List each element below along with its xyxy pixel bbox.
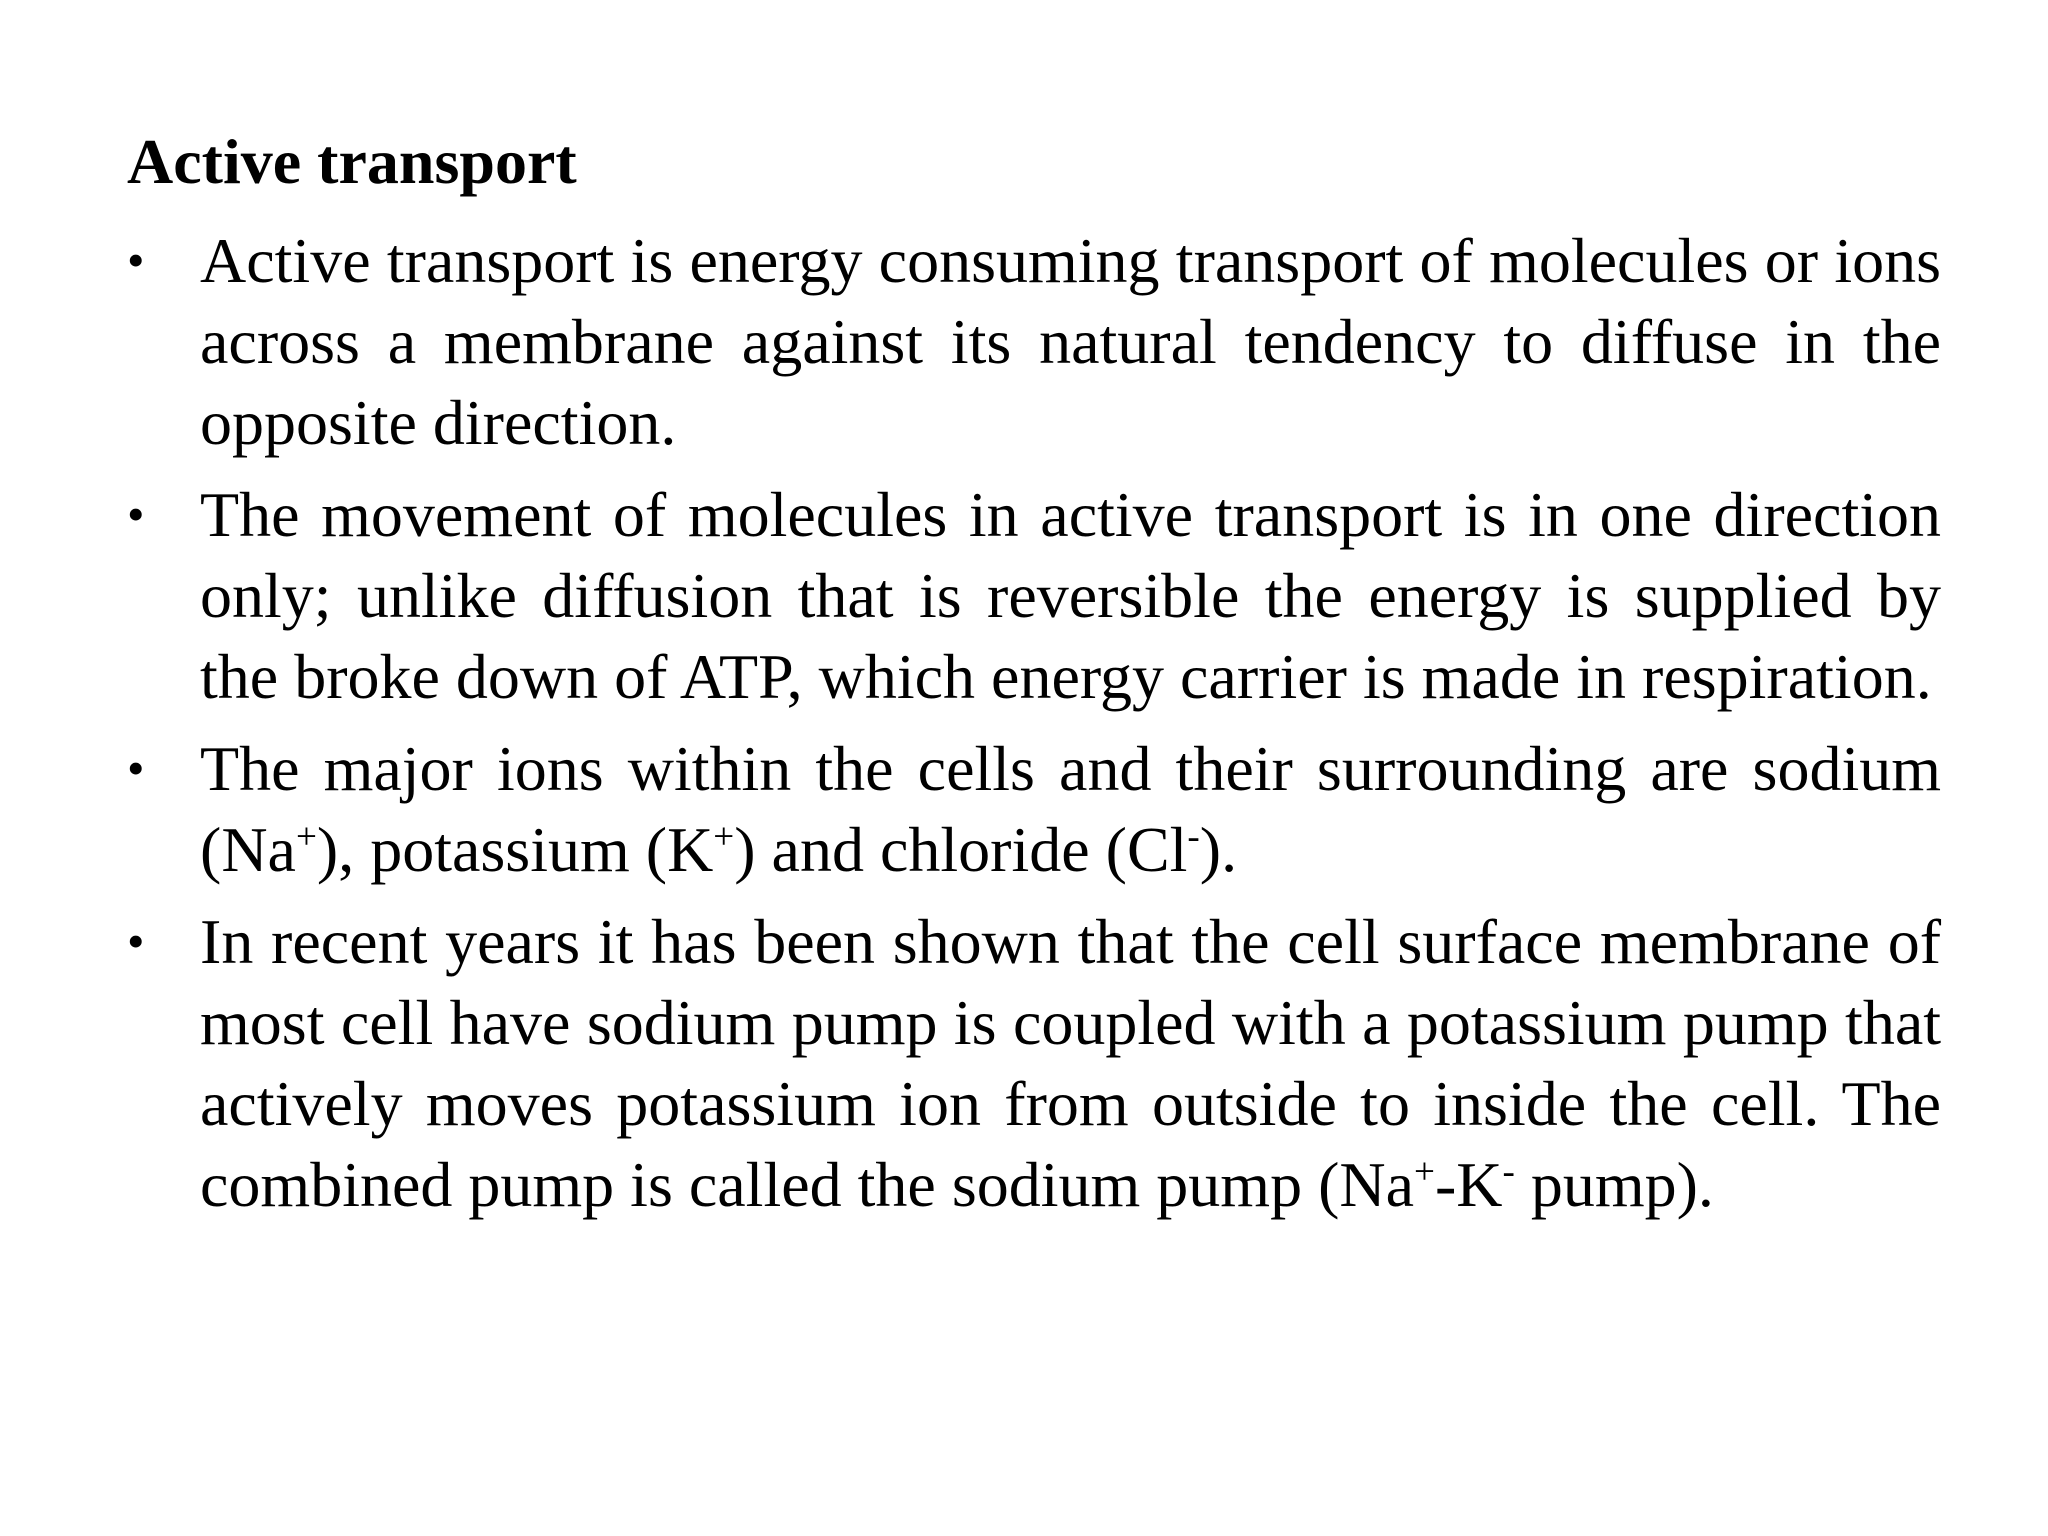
bullet-text: The major ions within the cells and their surrounding are sodium (Na+), potassium (K+) and chloride (Cl-). — [200, 733, 1941, 885]
slide-title: Active transport — [127, 126, 577, 197]
bullet-item — [127, 901, 1941, 1225]
bullet-item — [127, 474, 1941, 717]
bullet-dot-icon: • — [127, 913, 145, 969]
bullet-dot-icon: • — [127, 740, 145, 796]
bullet-dot-icon: • — [127, 232, 145, 288]
bullet-list — [127, 220, 1941, 1236]
bullet-item — [127, 728, 1941, 890]
bullet-dot-icon: • — [127, 486, 145, 542]
bullet-text: In recent years it has been shown that the cell surface membrane of most cell have sodium pump is coupled with a potassium pump that actively moves potassium ion from outside to inside the cell. The combined pump is called the sodium pump (Na+-K- pump). — [200, 906, 1941, 1220]
bullet-item — [127, 220, 1941, 463]
bullet-text: Active transport is energy consuming transport of molecules or ions across a membrane against its natural tendency to diffuse in the opposite direction. — [200, 225, 1941, 458]
bullet-text: The movement of molecules in active transport is in one direction only; unlike diffusion that is reversible the energy is supplied by the broke down of ATP, which energy carrier is made in respiration. — [200, 479, 1941, 712]
